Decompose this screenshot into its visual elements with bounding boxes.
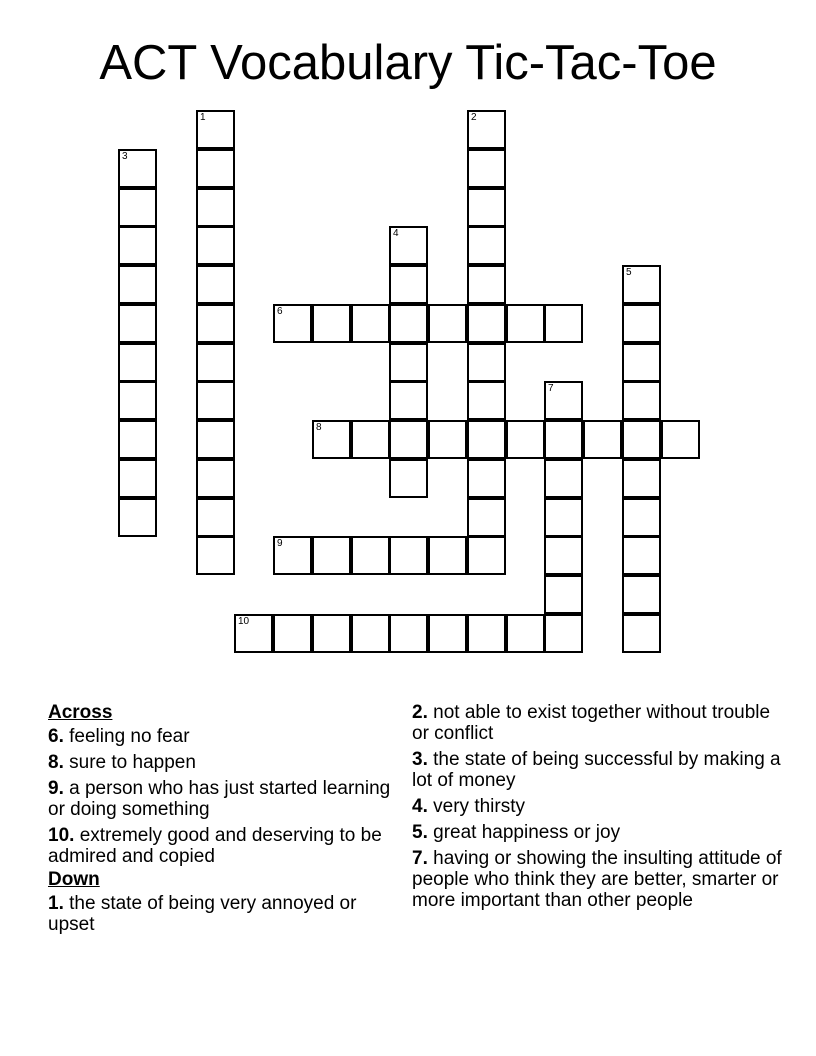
crossword-cell[interactable] — [467, 498, 506, 537]
crossword-cell[interactable] — [118, 381, 157, 420]
down-clue-1 — [48, 893, 393, 935]
clue-text: great happiness or joy — [433, 822, 621, 843]
crossword-cell[interactable] — [118, 265, 157, 304]
crossword-cell[interactable] — [118, 498, 157, 537]
clue-number: 10. — [48, 825, 75, 846]
crossword-cell[interactable] — [389, 420, 428, 459]
crossword-cell[interactable] — [389, 381, 428, 420]
cell-number: 5 — [626, 267, 632, 278]
crossword-cell[interactable] — [351, 536, 390, 575]
crossword-cell[interactable] — [389, 343, 428, 382]
down-clue-5 — [412, 822, 784, 843]
crossword-cell[interactable] — [661, 420, 700, 459]
crossword-cell[interactable] — [622, 265, 661, 304]
crossword-cell[interactable] — [196, 459, 235, 498]
crossword-cell[interactable] — [351, 420, 390, 459]
clues-left-column — [48, 702, 393, 940]
crossword-cell[interactable] — [467, 110, 506, 149]
crossword-cell[interactable] — [273, 304, 312, 343]
across-clue-10 — [48, 825, 393, 867]
crossword-cell[interactable] — [196, 149, 235, 188]
across-heading: Across — [48, 702, 113, 723]
crossword-cell[interactable] — [622, 614, 661, 653]
crossword-cell[interactable] — [196, 110, 235, 149]
crossword-cell[interactable] — [389, 304, 428, 343]
clue-number: 9. — [48, 778, 64, 799]
crossword-cell[interactable] — [351, 614, 390, 653]
crossword-cell[interactable] — [196, 226, 235, 265]
crossword-cell[interactable] — [196, 420, 235, 459]
across-clue-9 — [48, 778, 393, 820]
crossword-cell[interactable] — [622, 575, 661, 614]
clue-text: not able to exist together without trouble or conflict — [412, 702, 771, 744]
crossword-cell[interactable] — [196, 188, 235, 227]
crossword-cell[interactable] — [428, 304, 467, 343]
crossword-cell[interactable] — [544, 498, 583, 537]
crossword-cell[interactable] — [118, 304, 157, 343]
down-heading: Down — [48, 869, 100, 890]
clue-number: 7. — [412, 848, 428, 869]
down-clue-4 — [412, 796, 784, 817]
across-clue-6 — [48, 726, 393, 747]
crossword-cell[interactable] — [196, 265, 235, 304]
crossword-cell[interactable] — [312, 614, 351, 653]
crossword-cell[interactable] — [312, 420, 351, 459]
clue-number: 6. — [48, 726, 64, 747]
crossword-cell[interactable] — [467, 188, 506, 227]
clue-text: very thirsty — [433, 796, 525, 817]
crossword-cell[interactable] — [273, 614, 312, 653]
crossword-cell[interactable] — [118, 188, 157, 227]
crossword-cell[interactable] — [622, 536, 661, 575]
crossword-cell[interactable] — [467, 304, 506, 343]
crossword-cell[interactable] — [544, 536, 583, 575]
down-clue-7 — [412, 848, 784, 911]
crossword-cell[interactable] — [544, 575, 583, 614]
crossword-cell[interactable] — [467, 381, 506, 420]
crossword-cell[interactable] — [622, 381, 661, 420]
crossword-cell[interactable] — [428, 536, 467, 575]
crossword-cell[interactable] — [196, 536, 235, 575]
crossword-cell[interactable] — [544, 381, 583, 420]
clue-number: 5. — [412, 822, 428, 843]
cell-number: 9 — [277, 538, 283, 549]
crossword-cell[interactable] — [467, 265, 506, 304]
clue-number: 8. — [48, 752, 64, 773]
crossword-cell[interactable] — [196, 381, 235, 420]
clue-number: 3. — [412, 749, 428, 770]
crossword-cell[interactable] — [467, 614, 506, 653]
page-title: ACT Vocabulary Tic-Tac-Toe — [99, 36, 717, 90]
clue-text: extremely good and deserving to be admired and copied — [48, 825, 382, 867]
crossword-cell[interactable] — [544, 304, 583, 343]
clue-number: 1. — [48, 893, 64, 914]
crossword-cell[interactable] — [351, 304, 390, 343]
crossword-cell[interactable] — [196, 343, 235, 382]
clue-text: sure to happen — [69, 752, 196, 773]
crossword-cell[interactable] — [118, 149, 157, 188]
crossword-cell[interactable] — [544, 459, 583, 498]
crossword-cell[interactable] — [622, 304, 661, 343]
crossword-cell[interactable] — [467, 149, 506, 188]
crossword-cell[interactable] — [118, 420, 157, 459]
crossword-cell[interactable] — [118, 226, 157, 265]
crossword-cell[interactable] — [506, 420, 545, 459]
crossword-cell[interactable] — [196, 498, 235, 537]
cell-number: 2 — [471, 112, 477, 123]
crossword-cell[interactable] — [234, 614, 273, 653]
clue-text: feeling no fear — [69, 726, 190, 747]
crossword-cell[interactable] — [506, 304, 545, 343]
cell-number: 1 — [200, 112, 206, 123]
crossword-cell[interactable] — [467, 226, 506, 265]
down-clue-2 — [412, 702, 784, 744]
crossword-cell[interactable] — [544, 420, 583, 459]
crossword-cell[interactable] — [273, 536, 312, 575]
down-clue-3 — [412, 749, 784, 791]
crossword-cell[interactable] — [467, 536, 506, 575]
crossword-cell[interactable] — [389, 536, 428, 575]
crossword-cell[interactable] — [544, 614, 583, 653]
cell-number: 3 — [122, 151, 128, 162]
crossword-cell[interactable] — [118, 343, 157, 382]
crossword-cell[interactable] — [622, 420, 661, 459]
crossword-cell[interactable] — [622, 498, 661, 537]
clues-right-column — [412, 702, 784, 916]
clue-text: the state of being very annoyed or upset — [48, 893, 357, 935]
clue-number: 2. — [412, 702, 428, 723]
crossword-cell[interactable] — [428, 614, 467, 653]
cell-number: 6 — [277, 306, 283, 317]
crossword-cell[interactable] — [428, 420, 467, 459]
crossword-cell[interactable] — [583, 420, 622, 459]
crossword-cell[interactable] — [389, 614, 428, 653]
crossword-cell[interactable] — [312, 536, 351, 575]
crossword-cell[interactable] — [506, 614, 545, 653]
clue-text: the state of being successful by making a lot of money — [412, 749, 781, 791]
clue-text: having or showing the insulting attitude of people who think they are better, smarter or more important than other people — [412, 848, 782, 911]
cell-number: 10 — [238, 616, 250, 627]
crossword-cell[interactable] — [389, 226, 428, 265]
crossword-cell[interactable] — [622, 343, 661, 382]
crossword-cell[interactable] — [467, 459, 506, 498]
crossword-cell[interactable] — [389, 459, 428, 498]
crossword-cell[interactable] — [622, 459, 661, 498]
crossword-cell[interactable] — [389, 265, 428, 304]
clue-text: a person who has just started learning or doing something — [48, 778, 391, 820]
crossword-cell[interactable] — [467, 343, 506, 382]
cell-number: 8 — [316, 422, 322, 433]
crossword-cell[interactable] — [467, 420, 506, 459]
crossword-cell[interactable] — [118, 459, 157, 498]
clue-number: 4. — [412, 796, 428, 817]
across-clue-8 — [48, 752, 393, 773]
crossword-cell[interactable] — [312, 304, 351, 343]
cell-number: 4 — [393, 228, 399, 239]
cell-number: 7 — [548, 383, 554, 394]
crossword-cell[interactable] — [196, 304, 235, 343]
